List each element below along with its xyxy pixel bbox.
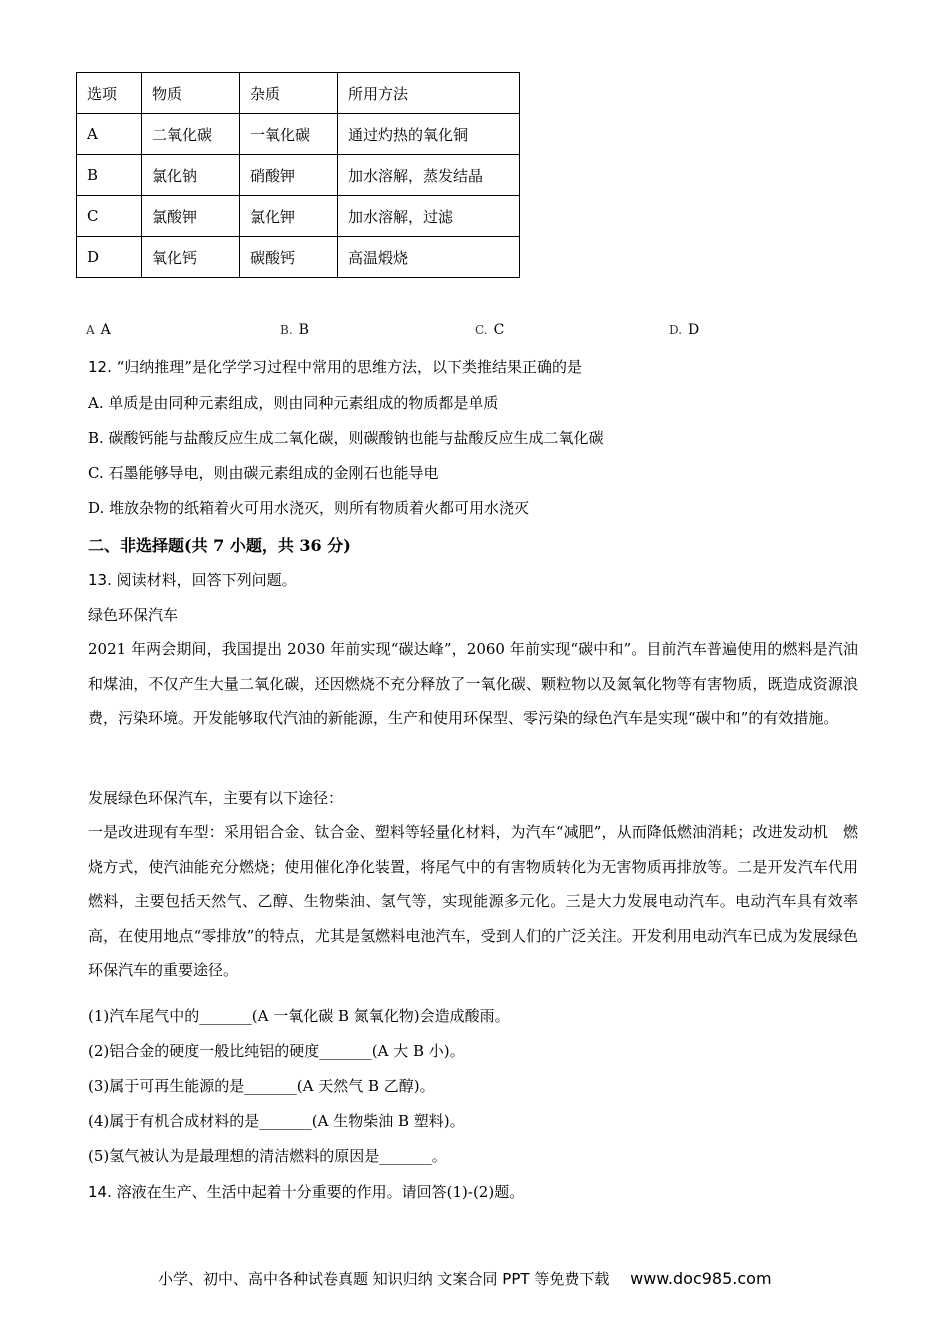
option-prefix: B. xyxy=(280,323,293,337)
question-number: 13. xyxy=(88,571,112,589)
table-cell: 二氧化碳 xyxy=(142,114,240,155)
option-text: A xyxy=(100,322,111,338)
table-cell: 氯化钠 xyxy=(142,155,240,196)
table-row xyxy=(77,155,520,196)
table-header-cell: 物质 xyxy=(142,73,240,114)
footer-text: 小学、初中、高中各种试卷真题 知识归纳 文案合同 PPT 等免费下载 xyxy=(158,1270,610,1288)
q12-stem xyxy=(88,356,582,377)
option-prefix: D. xyxy=(669,323,683,337)
q12-option-a: A. 单质是由同种元素组成，则由同种元素组成的物质都是单质 xyxy=(88,394,499,412)
table-row xyxy=(77,114,520,155)
answer-option-b[interactable] xyxy=(280,322,309,338)
answer-option-c[interactable] xyxy=(475,322,504,338)
section-title: 二、非选择题(共 7 小题，共 36 分) xyxy=(88,536,351,555)
q11-answer-options xyxy=(86,322,786,344)
options-table xyxy=(76,72,520,278)
footer-link[interactable]: www.doc985.com xyxy=(630,1269,772,1288)
table-cell: C xyxy=(77,196,142,237)
option-text: C xyxy=(493,322,505,338)
q12-option-d: D. 堆放杂物的纸箱着火可用水浇灭，则所有物质着火都可用水浇灭 xyxy=(88,499,530,517)
q13-subquestion: (4)属于有机合成材料的是_______(A 生物柴油 B 塑料)。 xyxy=(88,1112,465,1130)
option-prefix: A xyxy=(86,323,95,337)
page-footer xyxy=(158,1268,772,1289)
table-cell: 通过灼热的氧化铜 xyxy=(338,114,520,155)
table-cell: D xyxy=(77,237,142,278)
option-prefix: C. xyxy=(475,323,488,337)
q13-subquestion: (1)汽车尾气中的_______(A 一氧化碳 B 氮氧化物)会造成酸雨。 xyxy=(88,1007,510,1025)
question-text: “归纳推理”是化学学习过程中常用的思维方法，以下类推结果正确的是 xyxy=(116,358,582,376)
table-cell: 硝酸钾 xyxy=(240,155,338,196)
material-paragraph: 2021 年两会期间，我国提出 2030 年前实现“碳达峰”，2060 年前实现“碳中和”。目前汽车普遍使用的燃料是汽油和煤油，不仅产生大量二氧化碳，还因燃烧不充分释放了一氧化碳、颗粒物以及氮氧化物等有害物质，既造成资源浪费，污染环境。开发能够取代汽油的新能源，生产和使用环保型、零污染的绿色汽车是实现“碳中和”的有效措施。 xyxy=(88,640,858,727)
question-number: 12. xyxy=(88,358,112,376)
q12-option-c: C. 石墨能够导电，则由碳元素组成的金刚石也能导电 xyxy=(88,464,439,482)
answer-option-a[interactable] xyxy=(86,322,111,338)
table-header-cell: 所用方法 xyxy=(338,73,520,114)
table-header-cell: 选项 xyxy=(77,73,142,114)
answer-option-d[interactable] xyxy=(669,322,699,338)
material-title: 绿色环保汽车 xyxy=(88,606,179,624)
table-cell: B xyxy=(77,155,142,196)
table-header-row xyxy=(77,73,520,114)
option-text: B xyxy=(298,322,309,338)
table-row xyxy=(77,196,520,237)
table-cell: 氯化钾 xyxy=(240,196,338,237)
q13-stem xyxy=(88,569,297,590)
table-cell: 高温煅烧 xyxy=(338,237,520,278)
option-text: D xyxy=(688,322,700,338)
table-cell: 氧化钙 xyxy=(142,237,240,278)
table-header-cell: 杂质 xyxy=(240,73,338,114)
table-cell: 碳酸钙 xyxy=(240,237,338,278)
q14-stem xyxy=(88,1181,524,1202)
q12-option-b: B. 碳酸钙能与盐酸反应生成二氧化碳，则碳酸钠也能与盐酸反应生成二氧化碳 xyxy=(88,429,604,447)
question-number: 14. xyxy=(88,1183,112,1201)
table-cell: 一氧化碳 xyxy=(240,114,338,155)
material-paragraph: 发展绿色环保汽车，主要有以下途径： xyxy=(88,789,344,807)
question-text: 阅读材料，回答下列问题。 xyxy=(116,571,297,589)
table-cell: 氯酸钾 xyxy=(142,196,240,237)
table-cell: 加水溶解，过滤 xyxy=(338,196,520,237)
table-cell: 加水溶解，蒸发结晶 xyxy=(338,155,520,196)
q13-subquestion: (3)属于可再生能源的是_______(A 天然气 B 乙醇)。 xyxy=(88,1077,435,1095)
material-paragraph: 一是改进现有车型：采用铝合金、钛合金、塑料等轻量化材料，为汽车“减肥”，从而降低燃油消耗；改进发动机 燃烧方式，使汽油能充分燃烧；使用催化净化装置，将尾气中的有害物质转化为无害物质再排放等。二是开发汽车代用燃料，主要包括天然气、乙醇、生物柴油、氢气等，实现能源多元化。三是大力发展电动汽车。电动汽车具有效率高，在使用地点“零排放”的特点，尤其是氢燃料电池汽车，受到人们的广泛关注。开发利用电动汽车已成为发展绿色环保汽车的重要途径。 xyxy=(88,823,858,979)
question-text: 溶液在生产、生活中起着十分重要的作用。请回答(1)-(2)题。 xyxy=(116,1183,525,1201)
table-row xyxy=(77,237,520,278)
table-cell: A xyxy=(77,114,142,155)
q13-subquestion: (2)铝合金的硬度一般比纯铝的硬度_______(A 大 B 小)。 xyxy=(88,1042,465,1060)
q13-subquestion: (5)氢气被认为是最理想的清洁燃料的原因是_______。 xyxy=(88,1147,447,1165)
